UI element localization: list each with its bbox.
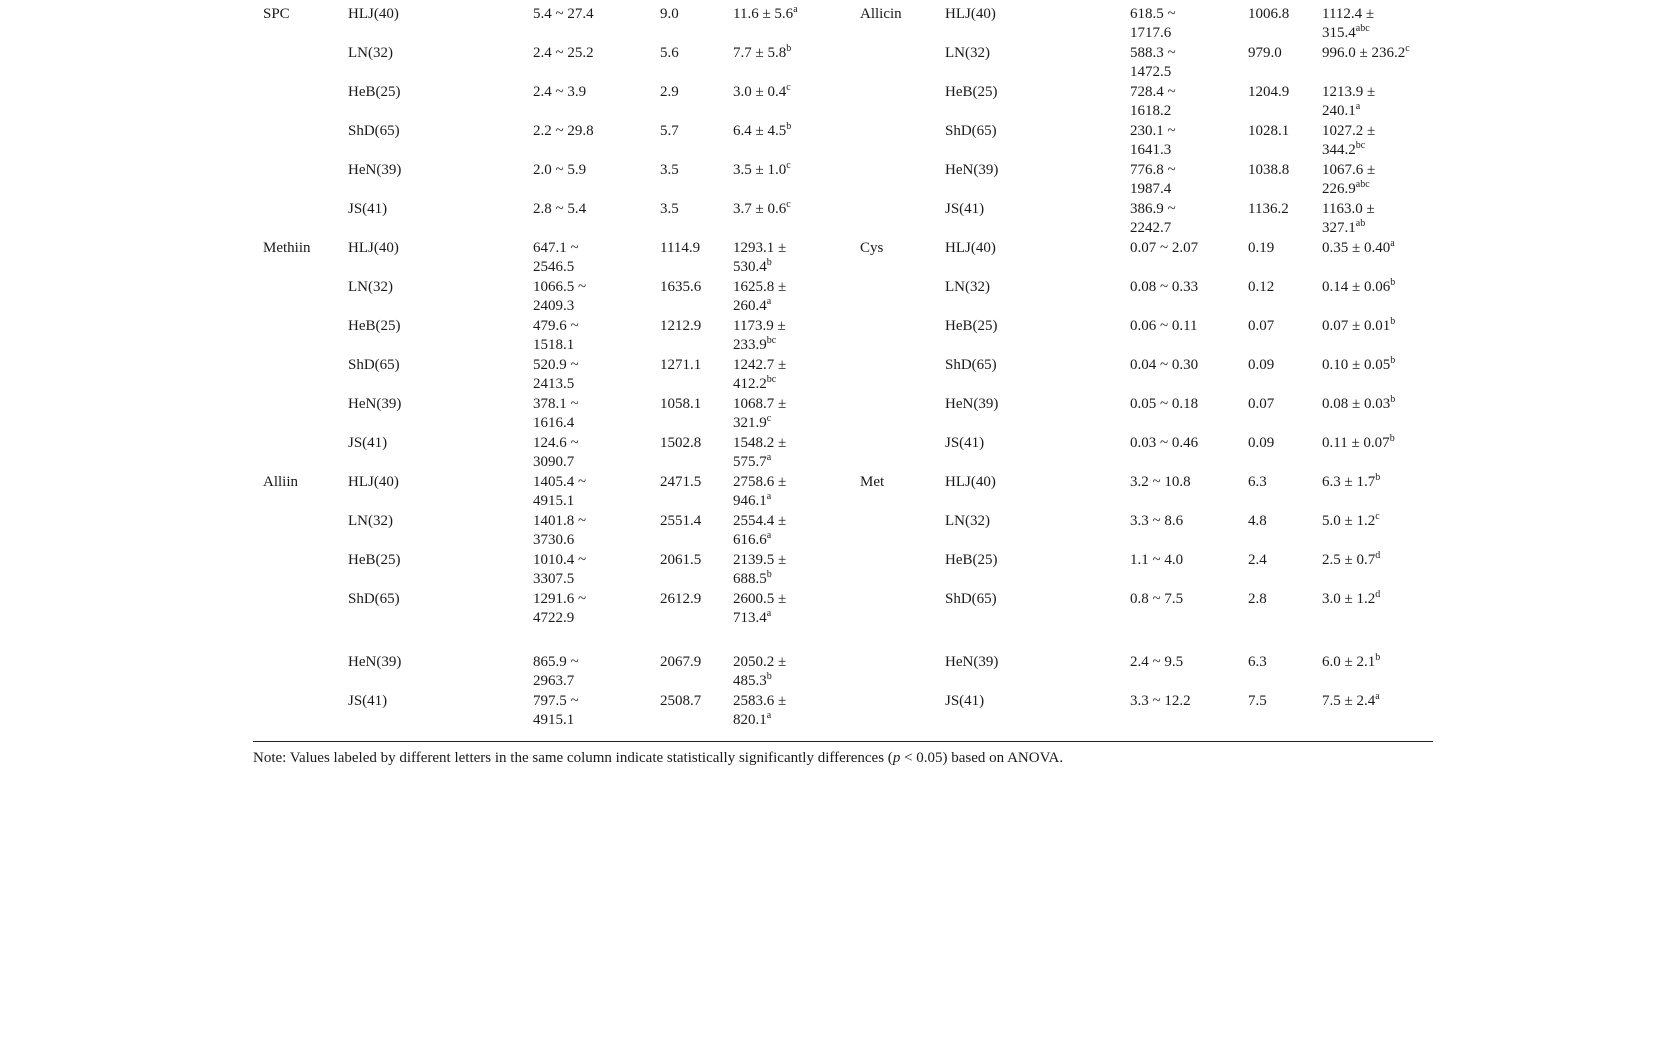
mean-sd-cell xyxy=(1322,24,1370,43)
significance-letter: a xyxy=(1390,238,1395,249)
mean-sd-value: 2554.4 ± xyxy=(733,513,787,529)
range-cell: 1518.1 xyxy=(533,337,575,353)
median-cell: 1136.2 xyxy=(1248,201,1289,217)
mean-sd-cell xyxy=(1322,219,1365,238)
median-cell: 2612.9 xyxy=(660,591,702,607)
mean-sd-cell xyxy=(1322,141,1365,160)
median-cell: 0.09 xyxy=(1248,435,1275,451)
significance-letter: b xyxy=(786,121,792,132)
region-cell: LN(32) xyxy=(945,279,990,295)
range-cell: 0.07 ~ 2.07 xyxy=(1130,240,1199,256)
mean-sd-value: 1242.7 ± xyxy=(733,357,787,373)
mean-sd-value: 11.6 ± 5.6 xyxy=(733,6,794,22)
median-cell: 2.8 xyxy=(1248,591,1267,607)
mean-sd-cell xyxy=(1322,551,1380,570)
range-cell: 1618.2 xyxy=(1130,103,1172,119)
range-cell: 230.1 ~ xyxy=(1130,123,1176,139)
significance-letter: b xyxy=(1390,394,1396,405)
mean-sd-cell xyxy=(1322,83,1375,102)
region-cell: ShD(65) xyxy=(348,123,400,139)
significance-letter: a xyxy=(1375,691,1380,702)
mean-sd-value: 0.10 ± 0.05 xyxy=(1322,357,1391,373)
range-cell: 1405.4 ~ xyxy=(533,474,587,490)
mean-sd-value: 321.9 xyxy=(733,415,767,431)
mean-sd-cell xyxy=(1322,278,1395,297)
median-cell: 1058.1 xyxy=(660,396,702,412)
mean-sd-value: 1213.9 ± xyxy=(1322,84,1376,100)
median-cell: 0.09 xyxy=(1248,357,1275,373)
median-cell: 2.9 xyxy=(660,84,679,100)
range-cell: 2.0 ~ 5.9 xyxy=(533,162,587,178)
range-cell: 1066.5 ~ xyxy=(533,279,587,295)
mean-sd-cell xyxy=(733,356,786,375)
median-cell: 6.3 xyxy=(1248,654,1267,670)
range-cell: 618.5 ~ xyxy=(1130,6,1176,22)
mean-sd-cell xyxy=(733,653,786,672)
range-cell: 1.1 ~ 4.0 xyxy=(1130,552,1184,568)
median-cell: 3.5 xyxy=(660,201,679,217)
significance-letter: c xyxy=(1375,511,1380,522)
median-cell: 1635.6 xyxy=(660,279,702,295)
median-cell: 2551.4 xyxy=(660,513,702,529)
region-cell: ShD(65) xyxy=(348,357,400,373)
mean-sd-cell xyxy=(1322,317,1395,336)
significance-letter: a xyxy=(793,4,798,15)
mean-sd-value: 2600.5 ± xyxy=(733,591,787,607)
median-cell: 0.19 xyxy=(1248,240,1275,256)
median-cell: 1006.8 xyxy=(1248,6,1290,22)
region-cell: JS(41) xyxy=(945,201,985,217)
significance-letter: a xyxy=(1355,101,1361,112)
mean-sd-cell xyxy=(1322,356,1395,375)
mean-sd-value: 315.4 xyxy=(1322,25,1356,41)
range-cell: 5.4 ~ 27.4 xyxy=(533,6,594,22)
mean-sd-value: 530.4 xyxy=(733,259,767,275)
median-cell: 1038.8 xyxy=(1248,162,1290,178)
mean-sd-value: 616.6 xyxy=(733,532,767,548)
mean-sd-cell xyxy=(1322,473,1380,492)
region-cell: HeB(25) xyxy=(348,318,401,334)
mean-sd-value: 344.2 xyxy=(1322,142,1356,158)
region-cell: ShD(65) xyxy=(945,591,997,607)
mean-sd-cell xyxy=(733,672,772,691)
significance-letter: b xyxy=(1390,277,1396,288)
mean-sd-value: 3.0 ± 0.4 xyxy=(733,84,787,100)
region-cell: HeN(39) xyxy=(945,162,999,178)
mean-sd-value: 226.9 xyxy=(1322,181,1356,197)
mean-sd-value: 2583.6 ± xyxy=(733,693,787,709)
mean-sd-value: 6.4 ± 4.5 xyxy=(733,123,787,139)
significance-letter: b xyxy=(766,671,772,682)
range-cell: 2.8 ~ 5.4 xyxy=(533,201,587,217)
mean-sd-cell xyxy=(733,590,786,609)
range-cell: 1717.6 xyxy=(1130,25,1172,41)
median-cell: 1212.9 xyxy=(660,318,702,334)
mean-sd-value: 7.5 ± 2.4 xyxy=(1322,693,1376,709)
mean-sd-value: 996.0 ± 236.2 xyxy=(1322,45,1406,61)
region-cell: HeN(39) xyxy=(945,396,999,412)
median-cell: 3.5 xyxy=(660,162,679,178)
mean-sd-cell xyxy=(1322,239,1395,258)
significance-letter: b xyxy=(1390,355,1396,366)
mean-sd-value: 2.5 ± 0.7 xyxy=(1322,552,1376,568)
mean-sd-value: 2050.2 ± xyxy=(733,654,787,670)
mean-sd-value: 327.1 xyxy=(1322,220,1356,236)
mean-sd-cell xyxy=(733,161,791,180)
range-cell: 1616.4 xyxy=(533,415,575,431)
mean-sd-cell xyxy=(733,375,776,394)
mean-sd-value: 3.0 ± 1.2 xyxy=(1322,591,1376,607)
mean-sd-value: 0.11 ± 0.07 xyxy=(1322,435,1390,451)
range-cell: 0.8 ~ 7.5 xyxy=(1130,591,1184,607)
compound-label: Methiin xyxy=(263,240,311,256)
median-cell: 6.3 xyxy=(1248,474,1267,490)
range-cell: 3.3 ~ 8.6 xyxy=(1130,513,1184,529)
region-cell: JS(41) xyxy=(348,693,388,709)
mean-sd-cell xyxy=(733,278,786,297)
mean-sd-value: 1625.8 ± xyxy=(733,279,787,295)
mean-sd-value: 6.0 ± 2.1 xyxy=(1322,654,1376,670)
range-cell: 386.9 ~ xyxy=(1130,201,1176,217)
region-cell: JS(41) xyxy=(945,435,985,451)
significance-letter: ab xyxy=(1355,218,1366,229)
note-text-end: < 0.05) based on ANOVA. xyxy=(900,750,1064,766)
range-cell: 3307.5 xyxy=(533,571,575,587)
mean-sd-value: 0.07 ± 0.01 xyxy=(1322,318,1391,334)
region-cell: HLJ(40) xyxy=(945,240,996,256)
median-cell: 1114.9 xyxy=(660,240,701,256)
mean-sd-cell xyxy=(733,258,772,277)
note-p-symbol: p xyxy=(892,750,901,766)
region-cell: HLJ(40) xyxy=(348,474,399,490)
region-cell: LN(32) xyxy=(945,513,990,529)
significance-letter: b xyxy=(766,257,772,268)
region-cell: HLJ(40) xyxy=(945,6,996,22)
median-cell: 9.0 xyxy=(660,6,679,22)
mean-sd-value: 233.9 xyxy=(733,337,767,353)
region-cell: JS(41) xyxy=(348,201,388,217)
range-cell: 3090.7 xyxy=(533,454,575,470)
mean-sd-value: 575.7 xyxy=(733,454,767,470)
compound-label: Alliin xyxy=(263,474,299,490)
table-bottom-rule xyxy=(253,741,1433,742)
range-cell: 2546.5 xyxy=(533,259,575,275)
mean-sd-value: 946.1 xyxy=(733,493,767,509)
median-cell: 979.0 xyxy=(1248,45,1282,61)
region-cell: HeB(25) xyxy=(348,84,401,100)
mean-sd-value: 1112.4 ± xyxy=(1322,6,1375,22)
region-cell: HeN(39) xyxy=(945,654,999,670)
median-cell: 2061.5 xyxy=(660,552,702,568)
mean-sd-cell xyxy=(733,512,786,531)
significance-letter: c xyxy=(786,199,791,210)
range-cell: 378.1 ~ xyxy=(533,396,579,412)
median-cell: 7.5 xyxy=(1248,693,1267,709)
mean-sd-cell xyxy=(1322,653,1380,672)
range-cell: 1401.8 ~ xyxy=(533,513,587,529)
mean-sd-value: 6.3 ± 1.7 xyxy=(1322,474,1376,490)
mean-sd-cell xyxy=(1322,5,1374,24)
range-cell: 2.4 ~ 9.5 xyxy=(1130,654,1184,670)
median-cell: 2.4 xyxy=(1248,552,1267,568)
range-cell: 0.04 ~ 0.30 xyxy=(1130,357,1199,373)
range-cell: 2413.5 xyxy=(533,376,575,392)
region-cell: HeB(25) xyxy=(945,318,998,334)
significance-letter: bc xyxy=(1355,140,1366,151)
range-cell: 1472.5 xyxy=(1130,64,1172,80)
region-cell: HLJ(40) xyxy=(945,474,996,490)
significance-letter: a xyxy=(766,608,772,619)
mean-sd-value: 3.5 ± 1.0 xyxy=(733,162,787,178)
mean-sd-cell xyxy=(733,44,791,63)
mean-sd-value: 485.3 xyxy=(733,673,767,689)
significance-letter: bc xyxy=(766,335,777,346)
mean-sd-cell xyxy=(733,692,786,711)
region-cell: ShD(65) xyxy=(945,357,997,373)
range-cell: 3.2 ~ 10.8 xyxy=(1130,474,1191,490)
range-cell: 2.2 ~ 29.8 xyxy=(533,123,594,139)
median-cell: 1028.1 xyxy=(1248,123,1290,139)
mean-sd-cell xyxy=(733,551,786,570)
range-cell: 1291.6 ~ xyxy=(533,591,587,607)
region-cell: HeN(39) xyxy=(348,396,402,412)
significance-letter: bc xyxy=(766,374,777,385)
region-cell: LN(32) xyxy=(945,45,990,61)
range-cell: 1987.4 xyxy=(1130,181,1172,197)
mean-sd-value: 688.5 xyxy=(733,571,767,587)
mean-sd-value: 0.08 ± 0.03 xyxy=(1322,396,1391,412)
range-cell: 865.9 ~ xyxy=(533,654,579,670)
range-cell: 0.05 ~ 0.18 xyxy=(1130,396,1199,412)
mean-sd-cell xyxy=(733,473,786,492)
region-cell: ShD(65) xyxy=(945,123,997,139)
range-cell: 124.6 ~ xyxy=(533,435,579,451)
mean-sd-cell xyxy=(733,609,771,628)
mean-sd-cell xyxy=(733,297,771,316)
mean-sd-cell xyxy=(733,5,798,24)
mean-sd-value: 7.7 ± 5.8 xyxy=(733,45,787,61)
mean-sd-value: 0.35 ± 0.40 xyxy=(1322,240,1391,256)
median-cell: 1271.1 xyxy=(660,357,702,373)
significance-letter: b xyxy=(786,43,792,54)
range-cell: 4722.9 xyxy=(533,610,575,626)
region-cell: HLJ(40) xyxy=(348,240,399,256)
mean-sd-value: 2758.6 ± xyxy=(733,474,787,490)
region-cell: HeN(39) xyxy=(348,654,402,670)
mean-sd-value: 0.14 ± 0.06 xyxy=(1322,279,1391,295)
region-cell: HeB(25) xyxy=(945,552,998,568)
range-cell: 520.9 ~ xyxy=(533,357,579,373)
median-cell: 1204.9 xyxy=(1248,84,1290,100)
region-cell: HLJ(40) xyxy=(348,6,399,22)
mean-sd-cell xyxy=(733,434,786,453)
median-cell: 1502.8 xyxy=(660,435,702,451)
mean-sd-cell xyxy=(733,492,771,511)
mean-sd-value: 1067.6 ± xyxy=(1322,162,1376,178)
mean-sd-value: 1068.7 ± xyxy=(733,396,787,412)
significance-letter: a xyxy=(766,296,772,307)
region-cell: JS(41) xyxy=(348,435,388,451)
mean-sd-cell xyxy=(733,414,771,433)
significance-letter: b xyxy=(1375,472,1381,483)
significance-letter: abc xyxy=(1355,179,1370,190)
mean-sd-cell xyxy=(733,453,771,472)
mean-sd-cell xyxy=(733,336,776,355)
mean-sd-cell xyxy=(1322,44,1410,63)
mean-sd-cell xyxy=(1322,512,1380,531)
mean-sd-cell xyxy=(733,317,786,336)
range-cell: 2242.7 xyxy=(1130,220,1172,236)
compound-label: Allicin xyxy=(860,6,902,22)
significance-letter: abc xyxy=(1355,23,1370,34)
significance-letter: c xyxy=(766,413,772,424)
median-cell: 5.6 xyxy=(660,45,679,61)
region-cell: HeB(25) xyxy=(945,84,998,100)
mean-sd-cell xyxy=(1322,692,1380,711)
mean-sd-value: 1163.0 ± xyxy=(1322,201,1375,217)
significance-letter: a xyxy=(766,710,772,721)
compound-label: SPC xyxy=(263,6,290,22)
mean-sd-value: 1027.2 ± xyxy=(1322,123,1376,139)
significance-letter: b xyxy=(766,569,772,580)
median-cell: 2067.9 xyxy=(660,654,702,670)
median-cell: 2508.7 xyxy=(660,693,702,709)
mean-sd-cell xyxy=(733,200,791,219)
mean-sd-value: 240.1 xyxy=(1322,103,1356,119)
mean-sd-cell xyxy=(1322,122,1375,141)
range-cell: 0.06 ~ 0.11 xyxy=(1130,318,1198,334)
mean-sd-value: 1173.9 ± xyxy=(733,318,786,334)
significance-letter: b xyxy=(1390,316,1396,327)
median-cell: 0.12 xyxy=(1248,279,1275,295)
range-cell: 1010.4 ~ xyxy=(533,552,587,568)
range-cell: 728.4 ~ xyxy=(1130,84,1176,100)
mean-sd-cell xyxy=(1322,434,1395,453)
mean-sd-cell xyxy=(733,122,791,141)
region-cell: LN(32) xyxy=(348,45,393,61)
mean-sd-cell xyxy=(1322,161,1375,180)
range-cell: 2409.3 xyxy=(533,298,575,314)
range-cell: 4915.1 xyxy=(533,712,575,728)
mean-sd-value: 820.1 xyxy=(733,712,767,728)
significance-letter: c xyxy=(1405,43,1410,54)
significance-letter: b xyxy=(1389,433,1395,444)
mean-sd-cell xyxy=(733,395,786,414)
range-cell: 2.4 ~ 25.2 xyxy=(533,45,594,61)
mean-sd-cell xyxy=(733,239,786,258)
significance-letter: a xyxy=(766,530,772,541)
region-cell: LN(32) xyxy=(348,513,393,529)
mean-sd-cell xyxy=(1322,180,1370,199)
compound-label: Met xyxy=(860,474,885,490)
mean-sd-value: 713.4 xyxy=(733,610,767,626)
mean-sd-cell xyxy=(1322,102,1360,121)
range-cell: 479.6 ~ xyxy=(533,318,579,334)
range-cell: 0.08 ~ 0.33 xyxy=(1130,279,1199,295)
range-cell: 776.8 ~ xyxy=(1130,162,1176,178)
mean-sd-cell xyxy=(733,711,771,730)
range-cell: 797.5 ~ xyxy=(533,693,579,709)
region-cell: LN(32) xyxy=(348,279,393,295)
significance-letter: c xyxy=(786,82,791,93)
range-cell: 0.03 ~ 0.46 xyxy=(1130,435,1199,451)
mean-sd-value: 5.0 ± 1.2 xyxy=(1322,513,1376,529)
mean-sd-value: 260.4 xyxy=(733,298,767,314)
median-cell: 0.07 xyxy=(1248,318,1275,334)
mean-sd-value: 2139.5 ± xyxy=(733,552,787,568)
significance-letter: b xyxy=(1375,652,1381,663)
note-text-start: Note: Values labeled by different letters in the same column indicate statistically significantly differences ( xyxy=(253,750,893,766)
significance-letter: d xyxy=(1375,550,1381,561)
range-cell: 588.3 ~ xyxy=(1130,45,1176,61)
range-cell: 4915.1 xyxy=(533,493,575,509)
median-cell: 4.8 xyxy=(1248,513,1267,529)
significance-letter: a xyxy=(766,491,772,502)
mean-sd-cell xyxy=(733,570,772,589)
region-cell: JS(41) xyxy=(945,693,985,709)
mean-sd-cell xyxy=(1322,395,1395,414)
region-cell: ShD(65) xyxy=(348,591,400,607)
mean-sd-value: 1548.2 ± xyxy=(733,435,787,451)
median-cell: 2471.5 xyxy=(660,474,702,490)
range-cell: 647.1 ~ xyxy=(533,240,579,256)
range-cell: 3.3 ~ 12.2 xyxy=(1130,693,1191,709)
mean-sd-cell xyxy=(1322,200,1375,219)
range-cell: 3730.6 xyxy=(533,532,575,548)
range-cell: 2.4 ~ 3.9 xyxy=(533,84,587,100)
mean-sd-cell xyxy=(733,83,791,102)
mean-sd-value: 1293.1 ± xyxy=(733,240,787,256)
significance-letter: a xyxy=(766,452,772,463)
compound-label: Cys xyxy=(860,240,884,256)
region-cell: HeB(25) xyxy=(348,552,401,568)
significance-letter: d xyxy=(1375,589,1381,600)
mean-sd-value: 3.7 ± 0.6 xyxy=(733,201,787,217)
significance-letter: c xyxy=(786,160,791,171)
table-note xyxy=(253,749,1063,768)
median-cell: 0.07 xyxy=(1248,396,1275,412)
mean-sd-cell xyxy=(1322,590,1380,609)
mean-sd-cell xyxy=(733,531,771,550)
median-cell: 5.7 xyxy=(660,123,679,139)
region-cell: HeN(39) xyxy=(348,162,402,178)
mean-sd-value: 412.2 xyxy=(733,376,767,392)
range-cell: 1641.3 xyxy=(1130,142,1172,158)
range-cell: 2963.7 xyxy=(533,673,575,689)
